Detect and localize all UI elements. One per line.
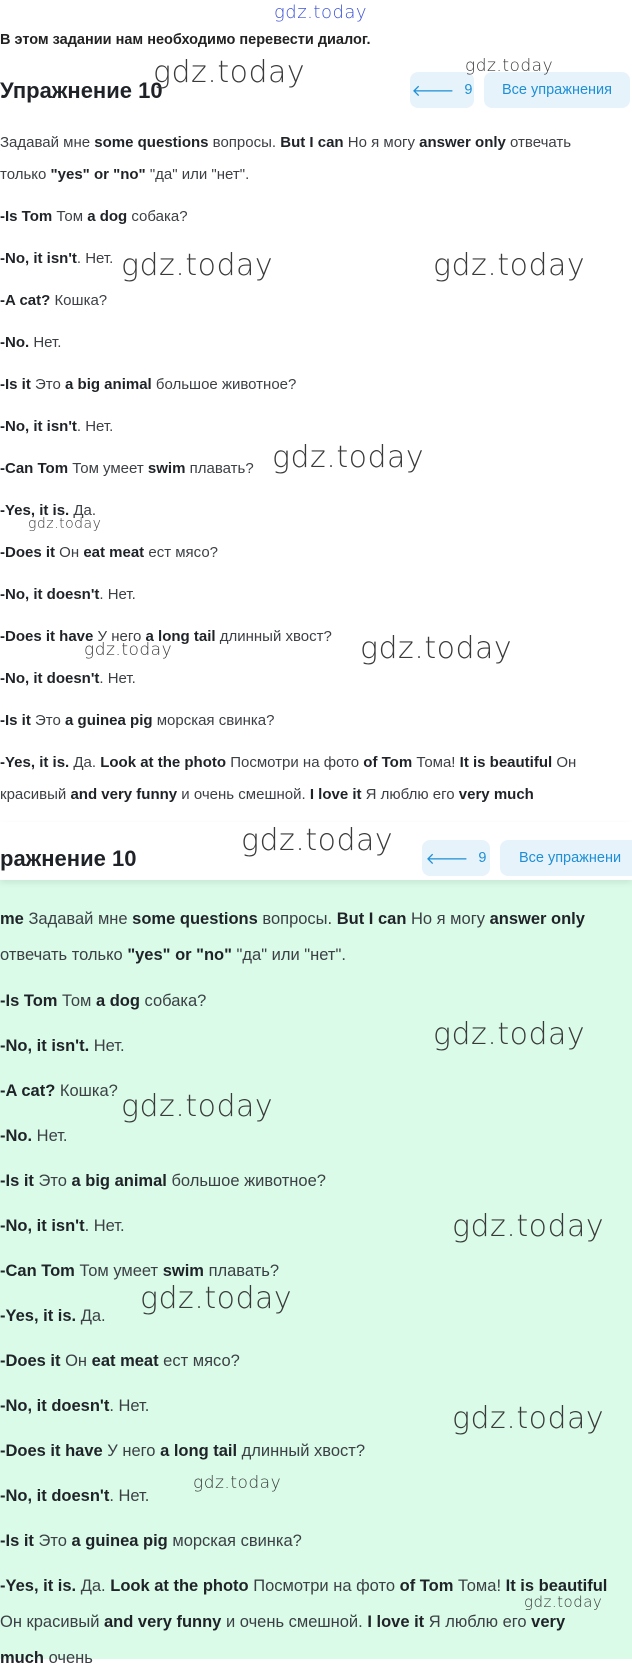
all-exercises-label: Все упражнени [518,850,622,866]
watermark: gdz.today [121,248,274,283]
all-exercises-label: Все упражнения [502,82,612,98]
dialog-line: -A cat? Кошка? [0,1082,118,1100]
watermark: gdz.today [121,1089,274,1124]
dialog-line: -No, it doesn't. Нет. [0,670,136,687]
watermark: gdz.today [153,55,306,90]
dialog-line: -Does it Он eat meat ест мясо? [0,544,219,561]
dialog-line: me Задавай мне some questions вопросы. But I can Но я могу answer only [0,910,585,928]
dialog-line: -Is it Это a big animal большое животное? [0,376,297,393]
dialog-line: -Does it Он eat meat ест мясо? [0,1352,240,1370]
arrow-left-icon: 🡐 [425,850,469,868]
watermark: gdz.today [433,1017,586,1052]
watermark: gdz.today [360,631,513,666]
dialog-line: только "yes" or "no" "да" или "нет". [0,166,250,183]
dialog-line: Он красивый and very funny и очень смешной. I love it Я люблю его very [0,1613,566,1631]
dialog-line: -Can Tom Том умеет swim плавать? [0,1262,280,1280]
dialog-line: -No, it isn't. Нет. [0,1217,125,1235]
dialog-line: -No, it isn't. Нет. [0,1037,125,1055]
dialog-line: -No, it isn't. Нет. [0,250,114,267]
dialog-line: -No. Нет. [0,1127,68,1145]
dialog-line: -Is it Это a big animal большое животное? [0,1172,326,1190]
dialog-line: отвечать только "yes" or "no" "да" или "нет". [0,946,346,964]
dialog-line: красивый and very funny и очень смешной. I love it Я люблю его very much [0,786,534,803]
dialog-line: -No, it isn't. Нет. [0,418,114,435]
watermark: gdz.today [193,1473,282,1493]
watermark: gdz.today [465,56,554,76]
dialog-line: -Yes, it is. Да. [0,502,97,519]
watermark: gdz.today [524,1593,603,1611]
dialog-line: -Is it Это a guinea pig морская свинка? [0,1532,302,1550]
watermark: gdz.today [452,1401,605,1436]
dialog-line: Задавай мне some questions вопросы. But I can Но я могу answer only отвечать [0,134,572,151]
dialog-line: -No, it doesn't. Нет. [0,1487,150,1505]
dialog-line: -Does it have У него a long tail длинный хвост? [0,628,332,645]
prev-exercise-button-sticky[interactable] [422,840,490,876]
dialog-line: -Is Tom Том a dog собака? [0,208,188,225]
dialog-line: -No, it doesn't. Нет. [0,586,136,603]
dialog-line: -Is it Это a guinea pig морская свинка? [0,712,275,729]
watermark: gdz.today [433,248,586,283]
watermark: gdz.today [140,1281,293,1316]
dialog-line: -Does it have У него a long tail длинный хвост? [0,1442,366,1460]
dialog-line: -No, it doesn't. Нет. [0,1397,150,1415]
all-exercises-button[interactable] [484,72,630,108]
dialog-line: -Is Tom Том a dog собака? [0,992,207,1010]
prev-exercise-button[interactable] [410,72,474,108]
page-title: Упражнение 10 [0,78,163,103]
dialog-line: -A cat? Кошка? [0,292,108,309]
dialog-line: -No. Нет. [0,334,62,351]
dialog-line: much очень [0,1649,93,1667]
prev-exercise-label: 9 [464,82,473,98]
watermark: gdz.today [452,1209,605,1244]
prev-exercise-label: 9 [478,850,487,866]
watermark-top: gdz.today [274,2,368,23]
intro-text: В этом задании нам необходимо перевести диалог. [0,32,371,48]
dialog-line: -Yes, it is. Да. Look at the photo Посмотри на фото of Tom Тома! It is beautiful [0,1577,608,1595]
watermark: gdz.today [241,823,394,858]
all-exercises-button-sticky[interactable] [500,840,632,876]
watermark: gdz.today [272,440,425,475]
watermark: gdz.today [28,516,102,532]
page-title-sticky: ражнение 10 [0,846,137,871]
arrow-left-icon: 🡐 [411,82,455,100]
dialog-line: -Yes, it is. Да. [0,1307,106,1325]
dialog-line: -Can Tom Том умеет swim плавать? [0,460,254,477]
watermark: gdz.today [84,640,173,660]
dialog-line: -Yes, it is. Да. Look at the photo Посмотри на фото of Tom Тома! It is beautiful Он [0,754,577,771]
